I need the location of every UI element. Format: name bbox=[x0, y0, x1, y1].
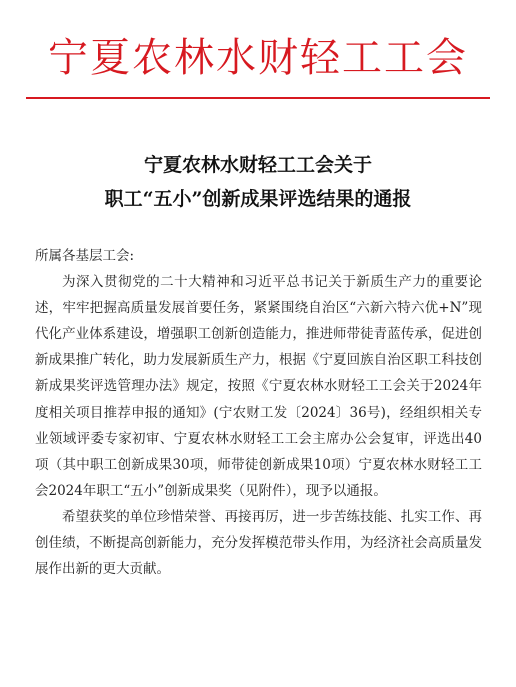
body-paragraph-1: 为深入贯彻党的二十大精神和习近平总书记关于新质生产力的重要论述，牢牢把握高质量发展首要任务，紧紧围绕自治区“六新六特六优+N”现代化产业体系建设，增强职工创新创造能力，推进师带徒青蓝传承，促进创新成果推广转化，助力发展新质生产力，根据《宁夏回族自治区职工科技创新成果奖评选管理办法》规定，按照《宁夏农林水财轻工工会关于2024年度相关项目推荐申报的通知》(宁农财工发〔2024〕36号)，经组织相关专业领域评委专家初审、宁夏农林水财轻工工会主席办公会复审，评选出40项（其中职工创新成果30项，师带徒创新成果10项）宁夏农林水财轻工工会2024年职工“五小”创新成果奖（见附件），现予以通报。 bbox=[35, 274, 482, 499]
notice-title-line-2: 职工“五小”创新成果评选结果的通报 bbox=[104, 188, 412, 210]
notice-body bbox=[35, 243, 482, 582]
letterhead-title: 宁夏农林水财轻工工会 bbox=[48, 35, 468, 81]
body-paragraph-2: 希望获奖的单位珍惜荣誉、再接再厉，进一步苦练技能、扎实工作、再创佳绩，不断提高创新能力，充分发挥模范带头作用，为经济社会高质量发展作出新的更大贡献。 bbox=[35, 508, 482, 578]
salutation: 所属各基层工会: bbox=[35, 248, 135, 264]
notice-title-line-1: 宁夏农林水财轻工工会关于 bbox=[143, 154, 372, 176]
letterhead-red-rule bbox=[26, 97, 490, 99]
notice-title bbox=[0, 148, 516, 216]
